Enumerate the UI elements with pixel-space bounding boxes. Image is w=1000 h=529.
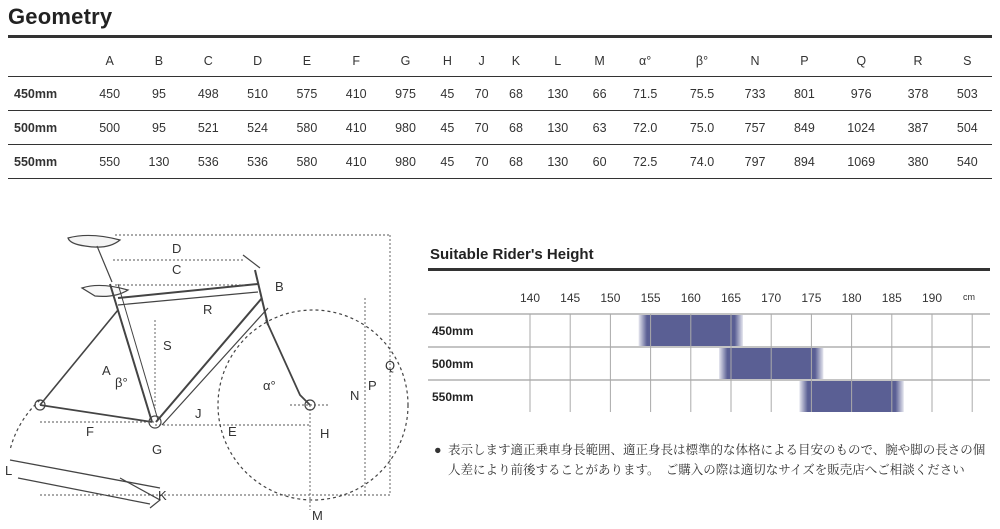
label-p: P	[368, 378, 377, 393]
geometry-cell: 410	[332, 111, 381, 145]
geometry-cell: 1069	[829, 145, 893, 179]
height-row-label: 450mm	[432, 324, 474, 338]
geometry-col-header: A	[105, 54, 114, 68]
geometry-cell: 71.5	[617, 77, 674, 111]
geometry-cell: 70	[465, 145, 499, 179]
geometry-cell: 733	[730, 77, 779, 111]
height-row-label: 550mm	[432, 390, 474, 404]
seatpost	[97, 246, 112, 282]
label-k: K	[158, 488, 167, 503]
geometry-cell: 68	[499, 77, 533, 111]
rider-height-chart	[428, 280, 992, 412]
geometry-cell: 975	[381, 77, 430, 111]
geometry-col-header: C	[203, 54, 213, 68]
geometry-cell: 536	[233, 145, 282, 179]
geometry-cell: 980	[381, 145, 430, 179]
geometry-cell: 580	[282, 145, 331, 179]
head-tube	[255, 270, 268, 325]
height-tick-label: 165	[720, 291, 742, 305]
down-tube-edge	[162, 308, 268, 425]
geometry-col-header: M	[594, 54, 605, 68]
geometry-col-header: R	[913, 54, 923, 68]
geometry-cell: 387	[893, 111, 942, 145]
label-alpha: α°	[263, 378, 276, 393]
geometry-cell: 797	[730, 145, 779, 179]
rider-height-divider	[428, 268, 990, 271]
geometry-col-header: J	[478, 54, 485, 68]
label-g: G	[152, 442, 163, 457]
label-h: H	[320, 426, 330, 441]
geometry-cell: 130	[533, 145, 582, 179]
geometry-header-row	[8, 46, 992, 77]
geometry-cell: 575	[282, 77, 331, 111]
height-unit: cm	[963, 292, 975, 302]
label-q: Q	[385, 358, 396, 373]
geometry-cell: 63	[582, 111, 616, 145]
geometry-row-label: 500mm	[8, 111, 85, 145]
label-e: E	[228, 424, 237, 439]
geometry-cell: 130	[533, 77, 582, 111]
geometry-row-450	[8, 77, 992, 111]
geometry-col-header: α°	[639, 54, 652, 68]
page-title: Geometry	[8, 4, 113, 29]
height-tick-label: 180	[841, 291, 862, 305]
geometry-cell: 130	[533, 111, 582, 145]
geometry-header-blank	[8, 46, 85, 77]
saddle-shape	[68, 235, 120, 247]
label-s: S	[163, 338, 172, 353]
chainstay	[40, 405, 152, 422]
height-tick-label: 140	[519, 291, 541, 305]
bike-geometry-diagram	[0, 210, 420, 529]
height-tick-label: 185	[881, 291, 902, 305]
height-row-label: 500mm	[432, 357, 474, 371]
geometry-cell: 95	[134, 77, 183, 111]
geometry-cell: 976	[829, 77, 893, 111]
geometry-cell: 68	[499, 111, 533, 145]
rider-height-title: Suitable Rider's Height	[430, 246, 594, 263]
height-tick-label: 160	[680, 291, 701, 305]
geometry-cell: 980	[381, 111, 430, 145]
geometry-col-header: D	[253, 54, 263, 68]
geometry-cell: 72.5	[617, 145, 674, 179]
note-text: 表示します適正乗車身長範囲、適正身長は標準的な体格による目安のもので、腕や脚の長さの個人差により前後することがあります。 ご購入の際は適切なサイズを販売店へご相談ください	[448, 443, 986, 477]
title-divider	[8, 35, 992, 38]
geometry-cell: 498	[184, 77, 233, 111]
geometry-cell: 45	[430, 77, 464, 111]
label-c: C	[172, 262, 182, 277]
geometry-table	[8, 46, 992, 179]
geometry-cell: 75.5	[674, 77, 731, 111]
geometry-row-550	[8, 145, 992, 179]
geometry-cell: 503	[943, 77, 992, 111]
label-a: A	[102, 363, 111, 378]
label-beta: β°	[115, 375, 128, 390]
geometry-col-header: G	[400, 54, 411, 68]
geometry-row-label: 450mm	[8, 77, 85, 111]
geometry-cell: 894	[780, 145, 829, 179]
geometry-cell: 74.0	[674, 145, 731, 179]
height-tick-label: 170	[761, 291, 782, 305]
note-bullet: ●	[434, 443, 442, 457]
geometry-cell: 757	[730, 111, 779, 145]
geometry-cell: 521	[184, 111, 233, 145]
geometry-col-header: N	[750, 54, 760, 68]
geometry-col-header: F	[352, 54, 361, 68]
geometry-cell: 70	[465, 77, 499, 111]
label-r: R	[203, 302, 213, 317]
detail-stay	[10, 460, 160, 488]
label-j: J	[195, 406, 202, 421]
label-f: F	[86, 424, 94, 439]
label-n: N	[350, 388, 360, 403]
geometry-cell: 72.0	[617, 111, 674, 145]
top-tube	[118, 284, 258, 298]
seat-tube	[110, 284, 152, 422]
geometry-cell: 75.0	[674, 111, 731, 145]
geometry-col-header: P	[800, 54, 809, 68]
geometry-cell: 801	[780, 77, 829, 111]
fit-note	[434, 440, 988, 480]
geometry-cell: 510	[233, 77, 282, 111]
geometry-col-header: L	[554, 54, 562, 68]
geometry-cell: 95	[134, 111, 183, 145]
geometry-cell: 410	[332, 77, 381, 111]
geometry-cell: 849	[780, 111, 829, 145]
height-tick-label: 150	[600, 291, 621, 305]
label-l: L	[5, 463, 13, 478]
geometry-cell: 500	[85, 111, 134, 145]
geometry-cell: 70	[465, 111, 499, 145]
geometry-col-header: H	[442, 54, 452, 68]
geometry-cell: 504	[943, 111, 992, 145]
geometry-cell: 550	[85, 145, 134, 179]
geometry-col-header: E	[302, 54, 312, 68]
geometry-cell: 1024	[829, 111, 893, 145]
geometry-cell: 45	[430, 111, 464, 145]
geometry-cell: 540	[943, 145, 992, 179]
geometry-row-500	[8, 111, 992, 145]
geometry-cell: 66	[582, 77, 616, 111]
label-m: M	[312, 508, 323, 523]
detail-dropout	[120, 478, 160, 508]
geometry-col-header: B	[154, 54, 164, 68]
stem	[243, 255, 260, 268]
geometry-cell: 378	[893, 77, 942, 111]
label-b: B	[275, 279, 284, 294]
geometry-cell: 380	[893, 145, 942, 179]
geometry-cell: 580	[282, 111, 331, 145]
height-tick-label: 190	[921, 291, 943, 305]
geometry-col-header: Q	[856, 54, 867, 68]
geometry-cell: 68	[499, 145, 533, 179]
label-d: D	[172, 241, 182, 256]
geometry-cell: 410	[332, 145, 381, 179]
top-tube-edge	[118, 292, 258, 305]
height-tick-label: 145	[560, 291, 581, 305]
geometry-cell: 450	[85, 77, 134, 111]
height-tick-label: 175	[801, 291, 822, 305]
geometry-col-header: β°	[695, 54, 709, 68]
geometry-cell: 60	[582, 145, 616, 179]
geometry-col-header: S	[963, 54, 972, 68]
geometry-col-header: K	[511, 54, 521, 68]
geometry-cell: 45	[430, 145, 464, 179]
geometry-row-label: 550mm	[8, 145, 85, 179]
front-wheel-outline	[218, 310, 408, 500]
seatstay	[40, 310, 118, 405]
geometry-cell: 536	[184, 145, 233, 179]
geometry-cell: 524	[233, 111, 282, 145]
height-tick-label: 155	[640, 291, 661, 305]
geometry-cell: 130	[134, 145, 183, 179]
